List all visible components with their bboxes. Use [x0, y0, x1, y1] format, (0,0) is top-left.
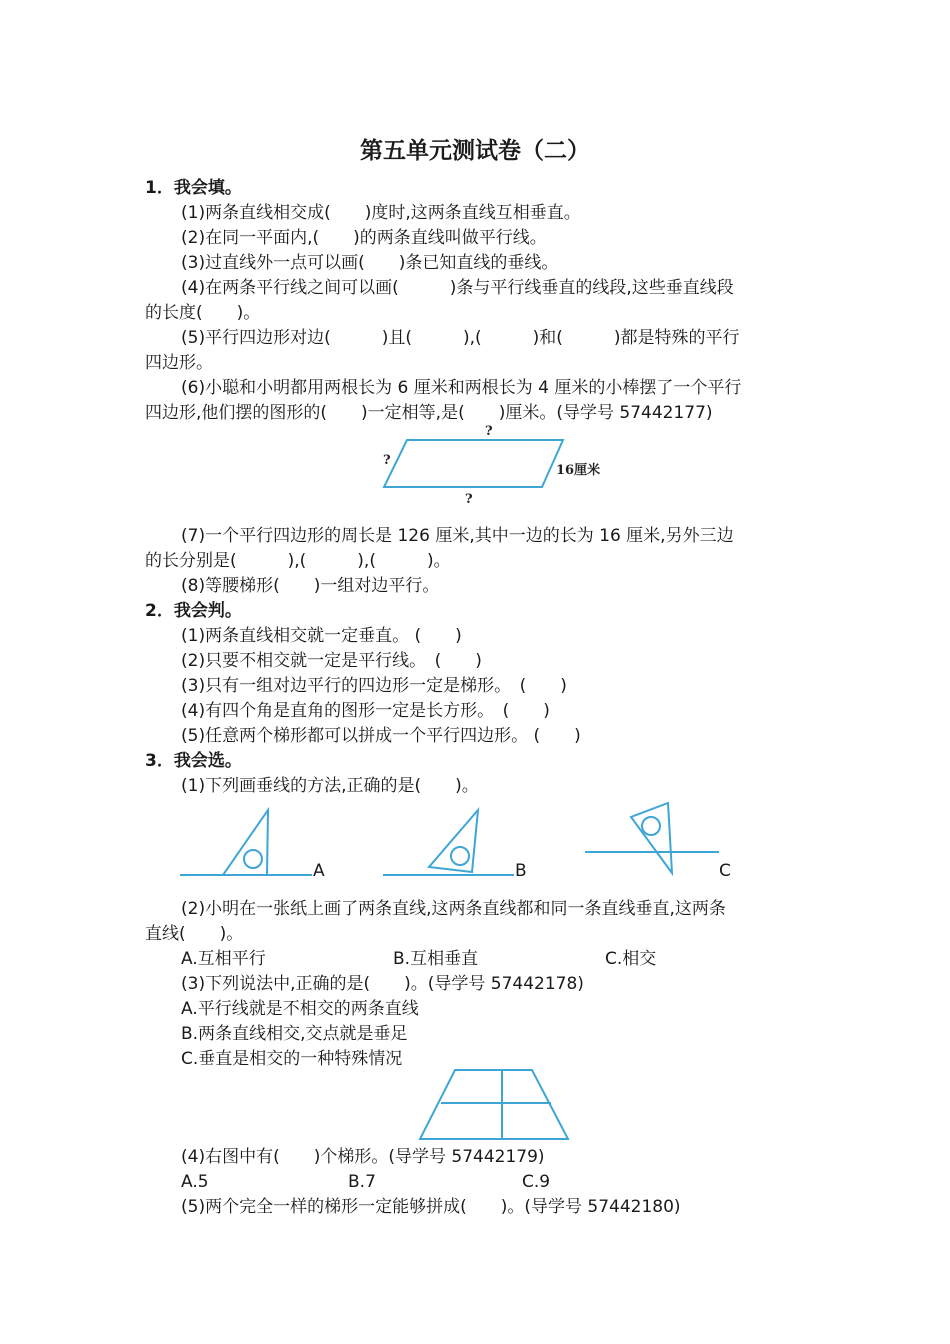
s3-q4-option-c: C.9 — [522, 1172, 551, 1192]
parallelogram-bottom-label: ? — [465, 492, 473, 507]
s1-question-7-line-1: (7)一个平行四边形的周长是 126 厘米,其中一边的长为 16 厘米,另外三边 — [181, 526, 734, 546]
option-a-label: A — [313, 861, 325, 881]
option-b-figure — [383, 810, 527, 881]
section-3-heading: 3．我会选。 — [145, 751, 242, 771]
s3-q2-option-b: B.互相垂直 — [393, 949, 479, 969]
section-1-heading: 1．我会填。 — [145, 178, 242, 198]
s3-q3-option-c: C.垂直是相交的一种特殊情况 — [181, 1049, 403, 1069]
option-a-figure — [180, 810, 325, 881]
parallelogram-top-label: ? — [485, 424, 493, 439]
parallelogram-figure — [370, 420, 620, 510]
s3-q2-option-a: A.互相平行 — [181, 949, 266, 969]
option-c-label: C — [719, 861, 731, 881]
s3-question-4: (4)右图中有( )个梯形。(导学号 57442179) — [181, 1147, 545, 1167]
trapezoid-figure — [415, 1065, 575, 1145]
s2-question-2: (2)只要不相交就一定是平行线。 ( ) — [181, 651, 482, 671]
section-2-heading: 2．我会判。 — [145, 601, 242, 621]
parallelogram-left-label: ? — [383, 453, 391, 468]
s3-q3-option-b: B.两条直线相交,交点就是垂足 — [181, 1024, 408, 1044]
ruler-figures — [175, 800, 750, 885]
s3-q4-option-b: B.7 — [348, 1172, 376, 1192]
s1-question-5-line-2: 四边形。 — [145, 353, 213, 373]
option-c-figure — [585, 803, 731, 881]
s3-q4-option-a: A.5 — [181, 1172, 209, 1192]
s1-question-2: (2)在同一平面内,( )的两条直线叫做平行线。 — [181, 228, 547, 248]
s1-question-8: (8)等腰梯形( )一组对边平行。 — [181, 576, 440, 596]
option-b-label: B — [515, 861, 527, 881]
s3-question-2-line-2: 直线( )。 — [145, 924, 244, 944]
s1-question-7-line-2: 的长分别是( ),( ),( )。 — [145, 551, 451, 571]
s3-question-5: (5)两个完全一样的梯形一定能够拼成( )。(导学号 57442180) — [181, 1197, 681, 1217]
parallelogram-shape — [384, 440, 563, 487]
s1-question-5-line-1: (5)平行四边形对边( )且( ),( )和( )都是特殊的平行 — [181, 328, 740, 348]
s3-question-2-line-1: (2)小明在一张纸上画了两条直线,这两条直线都和同一条直线垂直,这两条 — [181, 899, 726, 919]
s1-question-6-line-2: 四边形,他们摆的图形的( )一定相等,是( )厘米。(导学号 57442177) — [145, 403, 713, 423]
parallelogram-right-label: 16厘米 — [556, 463, 601, 478]
s2-question-4: (4)有四个角是直角的图形一定是长方形。 ( ) — [181, 701, 550, 721]
s3-question-3: (3)下列说法中,正确的是( )。(导学号 57442178) — [181, 974, 584, 994]
trapezoid-shape — [420, 1070, 568, 1139]
s1-question-1: (1)两条直线相交成( )度时,这两条直线互相垂直。 — [181, 203, 581, 223]
s2-question-3: (3)只有一组对边平行的四边形一定是梯形。 ( ) — [181, 676, 567, 696]
s1-question-4-line-2: 的长度( )。 — [145, 303, 261, 323]
s2-question-1: (1)两条直线相交就一定垂直。 ( ) — [181, 626, 462, 646]
s3-q3-option-a: A.平行线就是不相交的两条直线 — [181, 999, 419, 1019]
s1-question-3: (3)过直线外一点可以画( )条已知直线的垂线。 — [181, 253, 559, 273]
s3-q2-option-c: C.相交 — [605, 949, 657, 969]
s1-question-4-line-1: (4)在两条平行线之间可以画( )条与平行线垂直的线段,这些垂直线段 — [181, 278, 734, 298]
s3-question-1: (1)下列画垂线的方法,正确的是( )。 — [181, 776, 479, 796]
s2-question-5: (5)任意两个梯形都可以拼成一个平行四边形。 ( ) — [181, 726, 581, 746]
s1-question-6-line-1: (6)小聪和小明都用两根长为 6 厘米和两根长为 4 厘米的小棒摆了一个平行 — [181, 378, 742, 398]
page-title: 第五单元测试卷（二） — [360, 137, 590, 164]
